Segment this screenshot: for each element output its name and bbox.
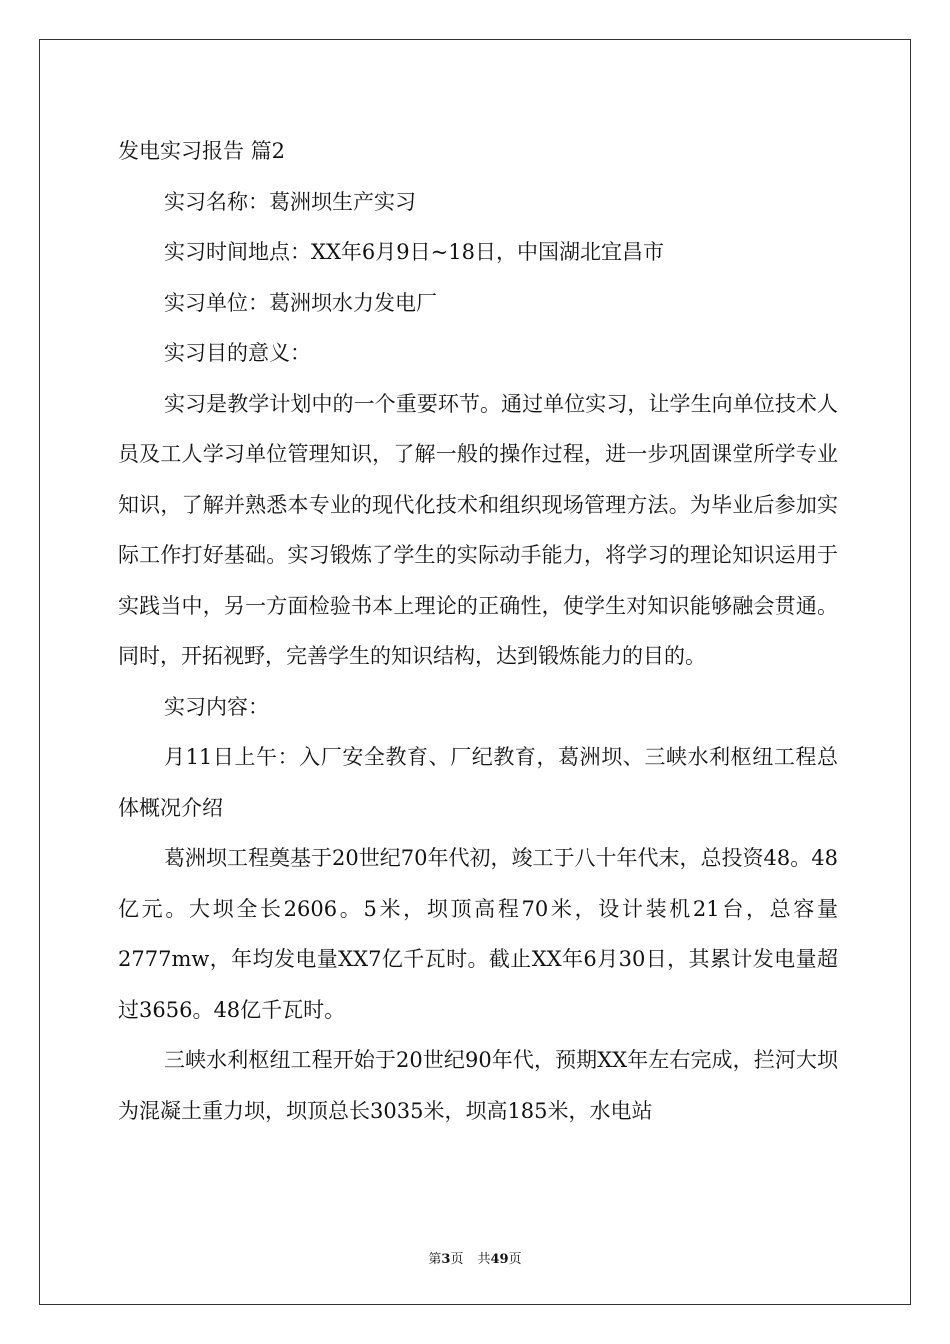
page-number: 3 <box>441 1252 451 1267</box>
document-heading: 发电实习报告 篇2 <box>118 139 286 163</box>
total-label-suffix: 页 <box>508 1252 522 1267</box>
total-label-prefix: 共 <box>477 1252 491 1267</box>
page-footer <box>0 1248 950 1267</box>
paragraph-purpose-heading: 实习目的意义： <box>164 341 311 365</box>
page-label-prefix: 第 <box>428 1252 442 1267</box>
paragraph-time-location: 实习时间地点：XX年6月9日~18日，中国湖北宜昌市 <box>164 240 664 264</box>
paragraph-three-gorges: 三峡水利枢纽工程开始于20世纪90年代，预期XX年左右完成，拦河大坝为混凝土重力坝，坝顶总长3035米，坝高185米，水电站 <box>118 1048 838 1123</box>
page-label-suffix: 页 <box>450 1252 464 1267</box>
paragraph-internship-name: 实习名称：葛洲坝生产实习 <box>164 189 416 214</box>
total-pages: 49 <box>490 1252 509 1267</box>
paragraph-unit: 实习单位：葛洲坝水力发电厂 <box>164 290 437 315</box>
paragraph-purpose-body: 实习是教学计划中的一个重要环节。通过单位实习，让学生向单位技术人员及工人学习单位管理知识，了解一般的操作过程，进一步巩固课堂所学专业知识，了解并熟悉本专业的现代化技术和组织现场管理方法。为毕业后参加实际工作打好基础。实习锻炼了学生的实际动手能力，将学习的理论知识运用于实践当中，另一方面检验书本上理论的正确性，使学生对知识能够融会贯通。同时，开拓视野，完善学生的知识结构，达到锻炼能力的目的。 <box>118 391 838 668</box>
paragraph-content-heading: 实习内容： <box>164 694 269 719</box>
paragraph-gezhouba: 葛洲坝工程奠基于20世纪70年代初，竣工于八十年代末，总投资48。48亿元。大坝全长2606。5米，坝顶高程70米，设计装机21台，总容量2777mw，年均发电量XX7亿千瓦时。截止XX年6月30日，其累计发电量超过3656。48亿千瓦时。 <box>118 846 838 1022</box>
document-body <box>118 126 838 1136</box>
paragraph-day-11: 月11日上午：入厂安全教育、厂纪教育，葛洲坝、三峡水利枢纽工程总体概况介绍 <box>118 745 838 820</box>
